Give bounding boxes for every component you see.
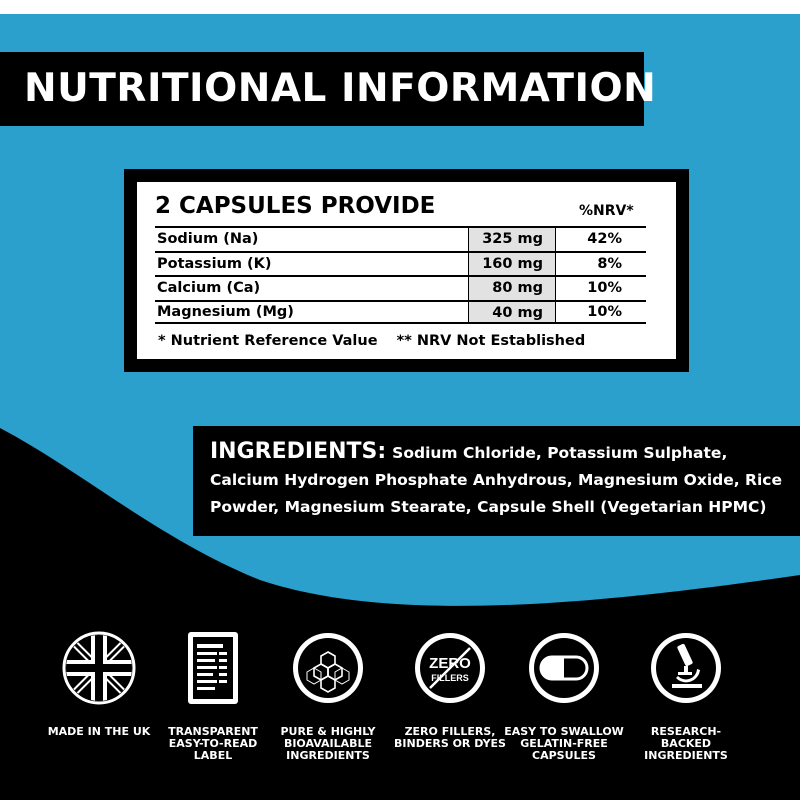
ingredients-text-block xyxy=(210,438,790,521)
nutrient-amount: 80 mg xyxy=(468,277,556,300)
nutrient-nrv: 8% xyxy=(597,255,622,272)
feature-pure-ingredients xyxy=(268,630,388,762)
feature-label: EASY TO SWALLOW GELATIN-FREE CAPSULES xyxy=(504,725,624,762)
table-row xyxy=(155,251,646,276)
ingredients-list: Sodium Chloride, Potassium Sulphate, Calcium Hydrogen Phosphate Anhydrous, Magnesium Oxide, Rice Powder, Magnesium Stearate, Capsule Shell (Vegetarian HPMC) xyxy=(210,444,782,516)
feature-label: ZERO FILLERS, BINDERS OR DYES xyxy=(394,725,506,750)
document-label-icon xyxy=(175,630,251,706)
nutrient-nrv: 10% xyxy=(587,280,622,297)
feature-label: PURE & HIGHLY BIOAVAILABLE INGREDIENTS xyxy=(280,725,376,762)
capsule-icon xyxy=(526,630,602,706)
nutrient-name: Potassium (K) xyxy=(157,255,272,272)
nutrient-nrv: 42% xyxy=(587,231,622,248)
footnote-nrv: * Nutrient Reference Value xyxy=(158,333,378,349)
uk-flag-icon xyxy=(61,630,137,706)
nutrient-amount: 160 mg xyxy=(468,253,556,276)
table-row xyxy=(155,275,646,300)
nutrient-nrv: 10% xyxy=(587,303,622,320)
feature-label: RESEARCH-BACKED INGREDIENTS xyxy=(644,725,728,762)
nutrient-name: Sodium (Na) xyxy=(157,231,259,248)
nutrient-name: Magnesium (Mg) xyxy=(157,303,294,320)
feature-zero-fillers xyxy=(390,630,510,750)
zero-fillers-icon xyxy=(412,630,488,706)
feature-label: MADE IN THE UK xyxy=(47,725,151,738)
nutrient-amount: 40 mg xyxy=(468,302,556,323)
nutrient-amount: 325 mg xyxy=(468,228,556,251)
nutrition-footnotes xyxy=(158,333,599,349)
footnote-not-established: ** NRV Not Established xyxy=(396,333,586,349)
nutrition-table xyxy=(155,226,646,324)
table-row xyxy=(155,226,646,251)
feature-made-in-uk xyxy=(39,630,159,738)
nutrition-heading: 2 CAPSULES PROVIDE xyxy=(155,193,436,219)
table-row xyxy=(155,300,646,325)
feature-easy-swallow xyxy=(504,630,624,762)
feature-label: TRANSPARENT EASY-TO-READ LABEL xyxy=(168,725,258,762)
page-title: NUTRITIONAL INFORMATION xyxy=(24,66,657,111)
molecule-hexagon-icon xyxy=(290,630,366,706)
fillers-text: FILLERS xyxy=(431,673,469,683)
nrv-column-heading: %NRV* xyxy=(579,203,634,219)
feature-transparent-label xyxy=(153,630,273,762)
ingredients-label: INGREDIENTS: xyxy=(210,439,387,464)
zero-text: ZERO xyxy=(429,655,471,672)
feature-research-backed xyxy=(626,630,746,762)
nutrient-name: Calcium (Ca) xyxy=(157,280,261,297)
microscope-icon xyxy=(648,630,724,706)
